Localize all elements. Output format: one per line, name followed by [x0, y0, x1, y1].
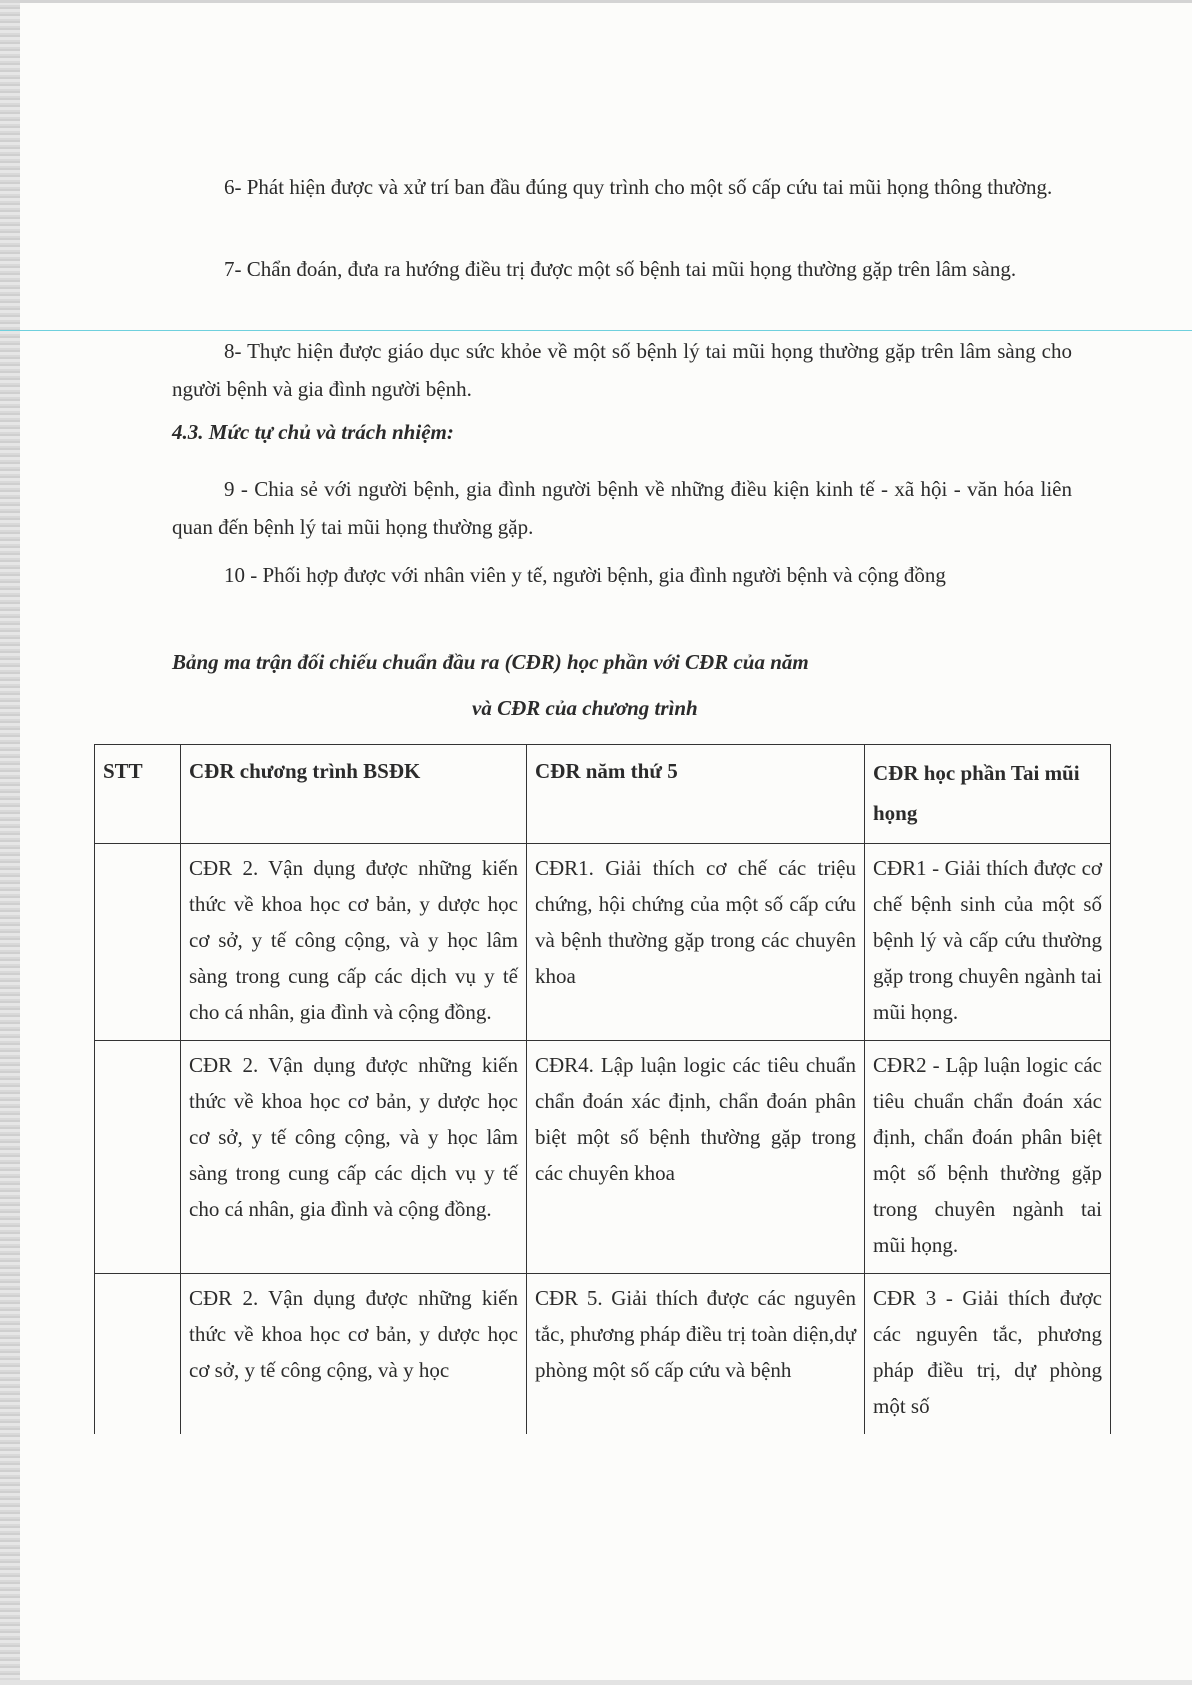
objective-7-text: 7- Chẩn đoán, đưa ra hướng điều trị được một số bệnh tai mũi họng thường gặp trên lâm sàng. — [224, 257, 1017, 281]
table-header-row — [95, 745, 1111, 844]
objective-10-text: 10 - Phối hợp được với nhân viên y tế, người bệnh, gia đình người bệnh và cộng đồng — [224, 563, 946, 587]
cell-course-outcome: CĐR1 - Giải thích được cơ chế bệnh sinh của một số bệnh lý và cấp cứu thường gặp trong chuyên ngành tai mũi họng. — [865, 844, 1111, 1041]
objective-7 — [172, 250, 1072, 288]
header-program-outcome: CĐR chương trình BSĐK — [181, 745, 527, 844]
cell-program-outcome: CĐR 2. Vận dụng được những kiến thức về khoa học cơ bản, y dược học cơ sở, y tế công cộng, và y học — [181, 1274, 527, 1435]
cell-course-outcome: CĐR 3 - Giải thích được các nguyên tắc, phương pháp điều trị, dự phòng một số — [865, 1274, 1111, 1435]
objective-9 — [172, 470, 1072, 546]
table-row — [95, 1041, 1111, 1274]
objective-10 — [172, 556, 1072, 594]
table-caption-line-1: Bảng ma trận đối chiếu chuẩn đầu ra (CĐR) học phần với CĐR của năm — [172, 650, 809, 674]
header-year-outcome: CĐR năm thứ 5 — [527, 745, 865, 844]
scan-edge — [0, 0, 20, 1685]
objective-6-text: 6- Phát hiện được và xử trí ban đầu đúng quy trình cho một số cấp cứu tai mũi họng thông thường. — [224, 175, 1053, 199]
objective-6 — [172, 168, 1072, 206]
cell-year-outcome: CĐR4. Lập luận logic các tiêu chuẩn chẩn đoán xác định, chẩn đoán phân biệt một số bệnh thường gặp trong các chuyên khoa — [527, 1041, 865, 1274]
table-caption-line-2: và CĐR của chương trình — [472, 696, 698, 720]
section-heading: 4.3. Mức tự chủ và trách nhiệm: — [172, 420, 454, 444]
table-row — [95, 844, 1111, 1041]
cell-course-outcome: CĐR2 - Lập luận logic các tiêu chuẩn chẩn đoán xác định, chẩn đoán phân biệt một số bệnh thường gặp trong chuyên ngành tai mũi họng. — [865, 1041, 1111, 1274]
cell-year-outcome: CĐR1. Giải thích cơ chế các triệu chứng, hội chứng của một số cấp cứu và bệnh thường gặp trong các chuyên khoa — [527, 844, 865, 1041]
cell-stt — [95, 1041, 181, 1274]
scan-top-edge — [0, 0, 1192, 3]
scan-bottom-edge — [0, 1680, 1192, 1685]
table-row — [95, 1274, 1111, 1435]
objective-8 — [172, 332, 1072, 408]
outcome-matrix-table — [94, 744, 1111, 1434]
cell-program-outcome: CĐR 2. Vận dụng được những kiến thức về khoa học cơ bản, y dược học cơ sở, y tế công cộng, và y học lâm sàng trong cung cấp các dịch vụ y tế cho cá nhân, gia đình và cộng đồng. — [181, 1041, 527, 1274]
cell-stt — [95, 1274, 181, 1435]
objective-9-text: 9 - Chia sẻ với người bệnh, gia đình người bệnh về những điều kiện kinh tế - xã hội - văn hóa liên quan đến bệnh lý tai mũi họng thường gặp. — [172, 477, 1072, 539]
cell-year-outcome: CĐR 5. Giải thích được các nguyên tắc, phương pháp điều trị toàn diện,dự phòng một số cấp cứu và bệnh — [527, 1274, 865, 1435]
scan-guide-line — [0, 330, 1192, 331]
header-stt: STT — [95, 745, 181, 844]
cell-stt — [95, 844, 181, 1041]
header-course-outcome: CĐR học phần Tai mũi họng — [865, 745, 1111, 844]
objective-8-text: 8- Thực hiện được giáo dục sức khỏe về một số bệnh lý tai mũi họng thường gặp trên lâm sàng cho người bệnh và gia đình người bệnh. — [172, 339, 1072, 401]
cell-program-outcome: CĐR 2. Vận dụng được những kiến thức về khoa học cơ bản, y dược học cơ sở, y tế công cộng, và y học lâm sàng trong cung cấp các dịch vụ y tế cho cá nhân, gia đình và cộng đồng. — [181, 844, 527, 1041]
